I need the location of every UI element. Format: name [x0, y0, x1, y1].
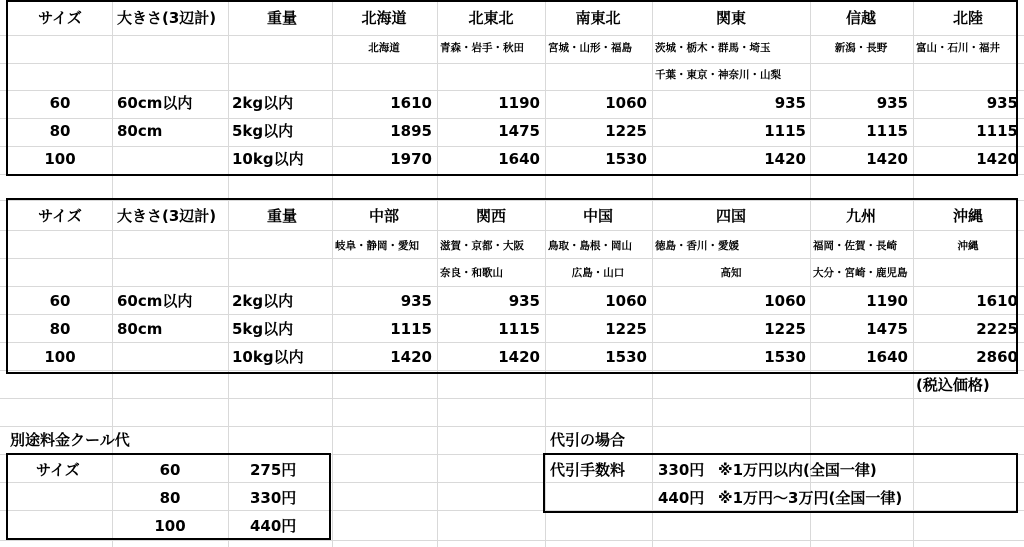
price-cell: 1610: [976, 292, 1018, 310]
weight-header: 重量: [266, 9, 298, 27]
region-areas: 広島・山口: [571, 267, 625, 279]
price-cell: 1115: [498, 320, 540, 338]
region-areas: 茨城・栃木・群馬・埼玉: [655, 42, 771, 54]
price-cell: 1475: [498, 122, 540, 140]
price-cell: 935: [876, 94, 908, 112]
price-cell: 1530: [605, 150, 647, 168]
region-name: 北東北: [468, 9, 514, 27]
weight-value: 10kg以内: [232, 348, 304, 366]
price-cell: 1895: [390, 122, 432, 140]
cool-price-value: 330円: [250, 489, 297, 507]
dimension-header: 大きさ(3辺計): [117, 207, 217, 225]
cool-price-value: 440円: [250, 517, 297, 535]
dimension-value: 80cm: [117, 122, 163, 140]
size-value: 60: [49, 94, 71, 112]
price-cell: 2860: [976, 348, 1018, 366]
weight-value: 5kg以内: [232, 320, 294, 338]
cool-size-value: 60: [159, 461, 181, 479]
price-cell: 1225: [764, 320, 806, 338]
cod-title: 代引の場合: [550, 431, 626, 449]
region-name: 信越: [845, 9, 877, 27]
price-cell: 1060: [764, 292, 806, 310]
price-cell: 1420: [866, 150, 908, 168]
price-cell: 1060: [605, 292, 647, 310]
grid-row-line: [0, 426, 1024, 427]
price-cell: 1115: [390, 320, 432, 338]
price-cell: 1640: [498, 150, 540, 168]
weight-value: 2kg以内: [232, 94, 294, 112]
size-header: サイズ: [38, 9, 82, 27]
price-cell: 1225: [605, 122, 647, 140]
region-areas: 富山・石川・福井: [916, 42, 1000, 54]
price-cell: 935: [774, 94, 806, 112]
size-header: サイズ: [38, 207, 82, 225]
region-areas: 滋賀・京都・大阪: [440, 240, 524, 252]
dimension-header: 大きさ(3辺計): [117, 9, 217, 27]
region-areas: 新潟・長野: [834, 42, 888, 54]
cod-note: ※1万円〜3万円(全国一律): [718, 489, 903, 507]
size-value: 80: [49, 122, 71, 140]
region-name: 中国: [582, 207, 614, 225]
region-areas: 岐阜・静岡・愛知: [335, 240, 419, 252]
region-name: 関東: [715, 9, 747, 27]
size-value: 60: [49, 292, 71, 310]
price-cell: 935: [986, 94, 1018, 112]
dimension-value: 80cm: [117, 320, 163, 338]
price-cell: 1115: [764, 122, 806, 140]
price-cell: 1530: [605, 348, 647, 366]
region-areas: 千葉・東京・神奈川・山梨: [655, 69, 781, 81]
region-areas: 大分・宮崎・鹿児島: [813, 267, 908, 279]
cod-price: 440円: [658, 489, 705, 507]
weight-value: 5kg以内: [232, 122, 294, 140]
price-cell: 935: [400, 292, 432, 310]
region-name: 四国: [715, 207, 747, 225]
size-value: 100: [44, 150, 76, 168]
region-areas: 沖縄: [957, 240, 979, 252]
cod-label: 代引手数料: [550, 461, 626, 479]
region-areas: 鳥取・島根・岡山: [548, 240, 632, 252]
dimension-value: 60cm以内: [117, 94, 193, 112]
price-cell: 2225: [976, 320, 1018, 338]
cool-fee-title: 別途料金クール代: [10, 431, 130, 449]
weight-value: 10kg以内: [232, 150, 304, 168]
cool-size-value: 100: [154, 517, 186, 535]
price-cell: 1420: [976, 150, 1018, 168]
region-name: 北陸: [952, 9, 984, 27]
region-name: 北海道: [361, 9, 407, 27]
price-cell: 1060: [605, 94, 647, 112]
dimension-value: 60cm以内: [117, 292, 193, 310]
region-name: 南東北: [575, 9, 621, 27]
price-cell: 935: [508, 292, 540, 310]
cool-size-value: 80: [159, 489, 181, 507]
tax-note: (税込価格): [916, 376, 990, 394]
price-cell: 1475: [866, 320, 908, 338]
region-name: 関西: [475, 207, 507, 225]
region-areas: 福岡・佐賀・長崎: [813, 240, 897, 252]
grid-row-line: [0, 398, 1024, 399]
region-name: 沖縄: [952, 207, 984, 225]
price-cell: 1610: [390, 94, 432, 112]
region-areas: 徳島・香川・愛媛: [655, 240, 739, 252]
price-cell: 1420: [390, 348, 432, 366]
price-cell: 1530: [764, 348, 806, 366]
region-areas: 青森・岩手・秋田: [440, 42, 524, 54]
region-areas: 奈良・和歌山: [440, 267, 503, 279]
price-cell: 1225: [605, 320, 647, 338]
weight-header: 重量: [266, 207, 298, 225]
cool-size-label: サイズ: [36, 461, 80, 479]
size-value: 100: [44, 348, 76, 366]
region-areas: 北海道: [368, 42, 400, 54]
region-areas: 高知: [720, 267, 742, 279]
size-value: 80: [49, 320, 71, 338]
price-cell: 1115: [976, 122, 1018, 140]
region-name: 中部: [368, 207, 400, 225]
cool-price-value: 275円: [250, 461, 297, 479]
weight-value: 2kg以内: [232, 292, 294, 310]
price-cell: 1190: [866, 292, 908, 310]
price-cell: 1190: [498, 94, 540, 112]
price-cell: 1970: [390, 150, 432, 168]
price-cell: 1420: [764, 150, 806, 168]
cod-price: 330円: [658, 461, 705, 479]
cod-note: ※1万円以内(全国一律): [718, 461, 877, 479]
grid-row-line: [0, 540, 1024, 541]
region-areas: 宮城・山形・福島: [548, 42, 632, 54]
price-cell: 1115: [866, 122, 908, 140]
price-cell: 1640: [866, 348, 908, 366]
region-name: 九州: [845, 207, 877, 225]
price-cell: 1420: [498, 348, 540, 366]
